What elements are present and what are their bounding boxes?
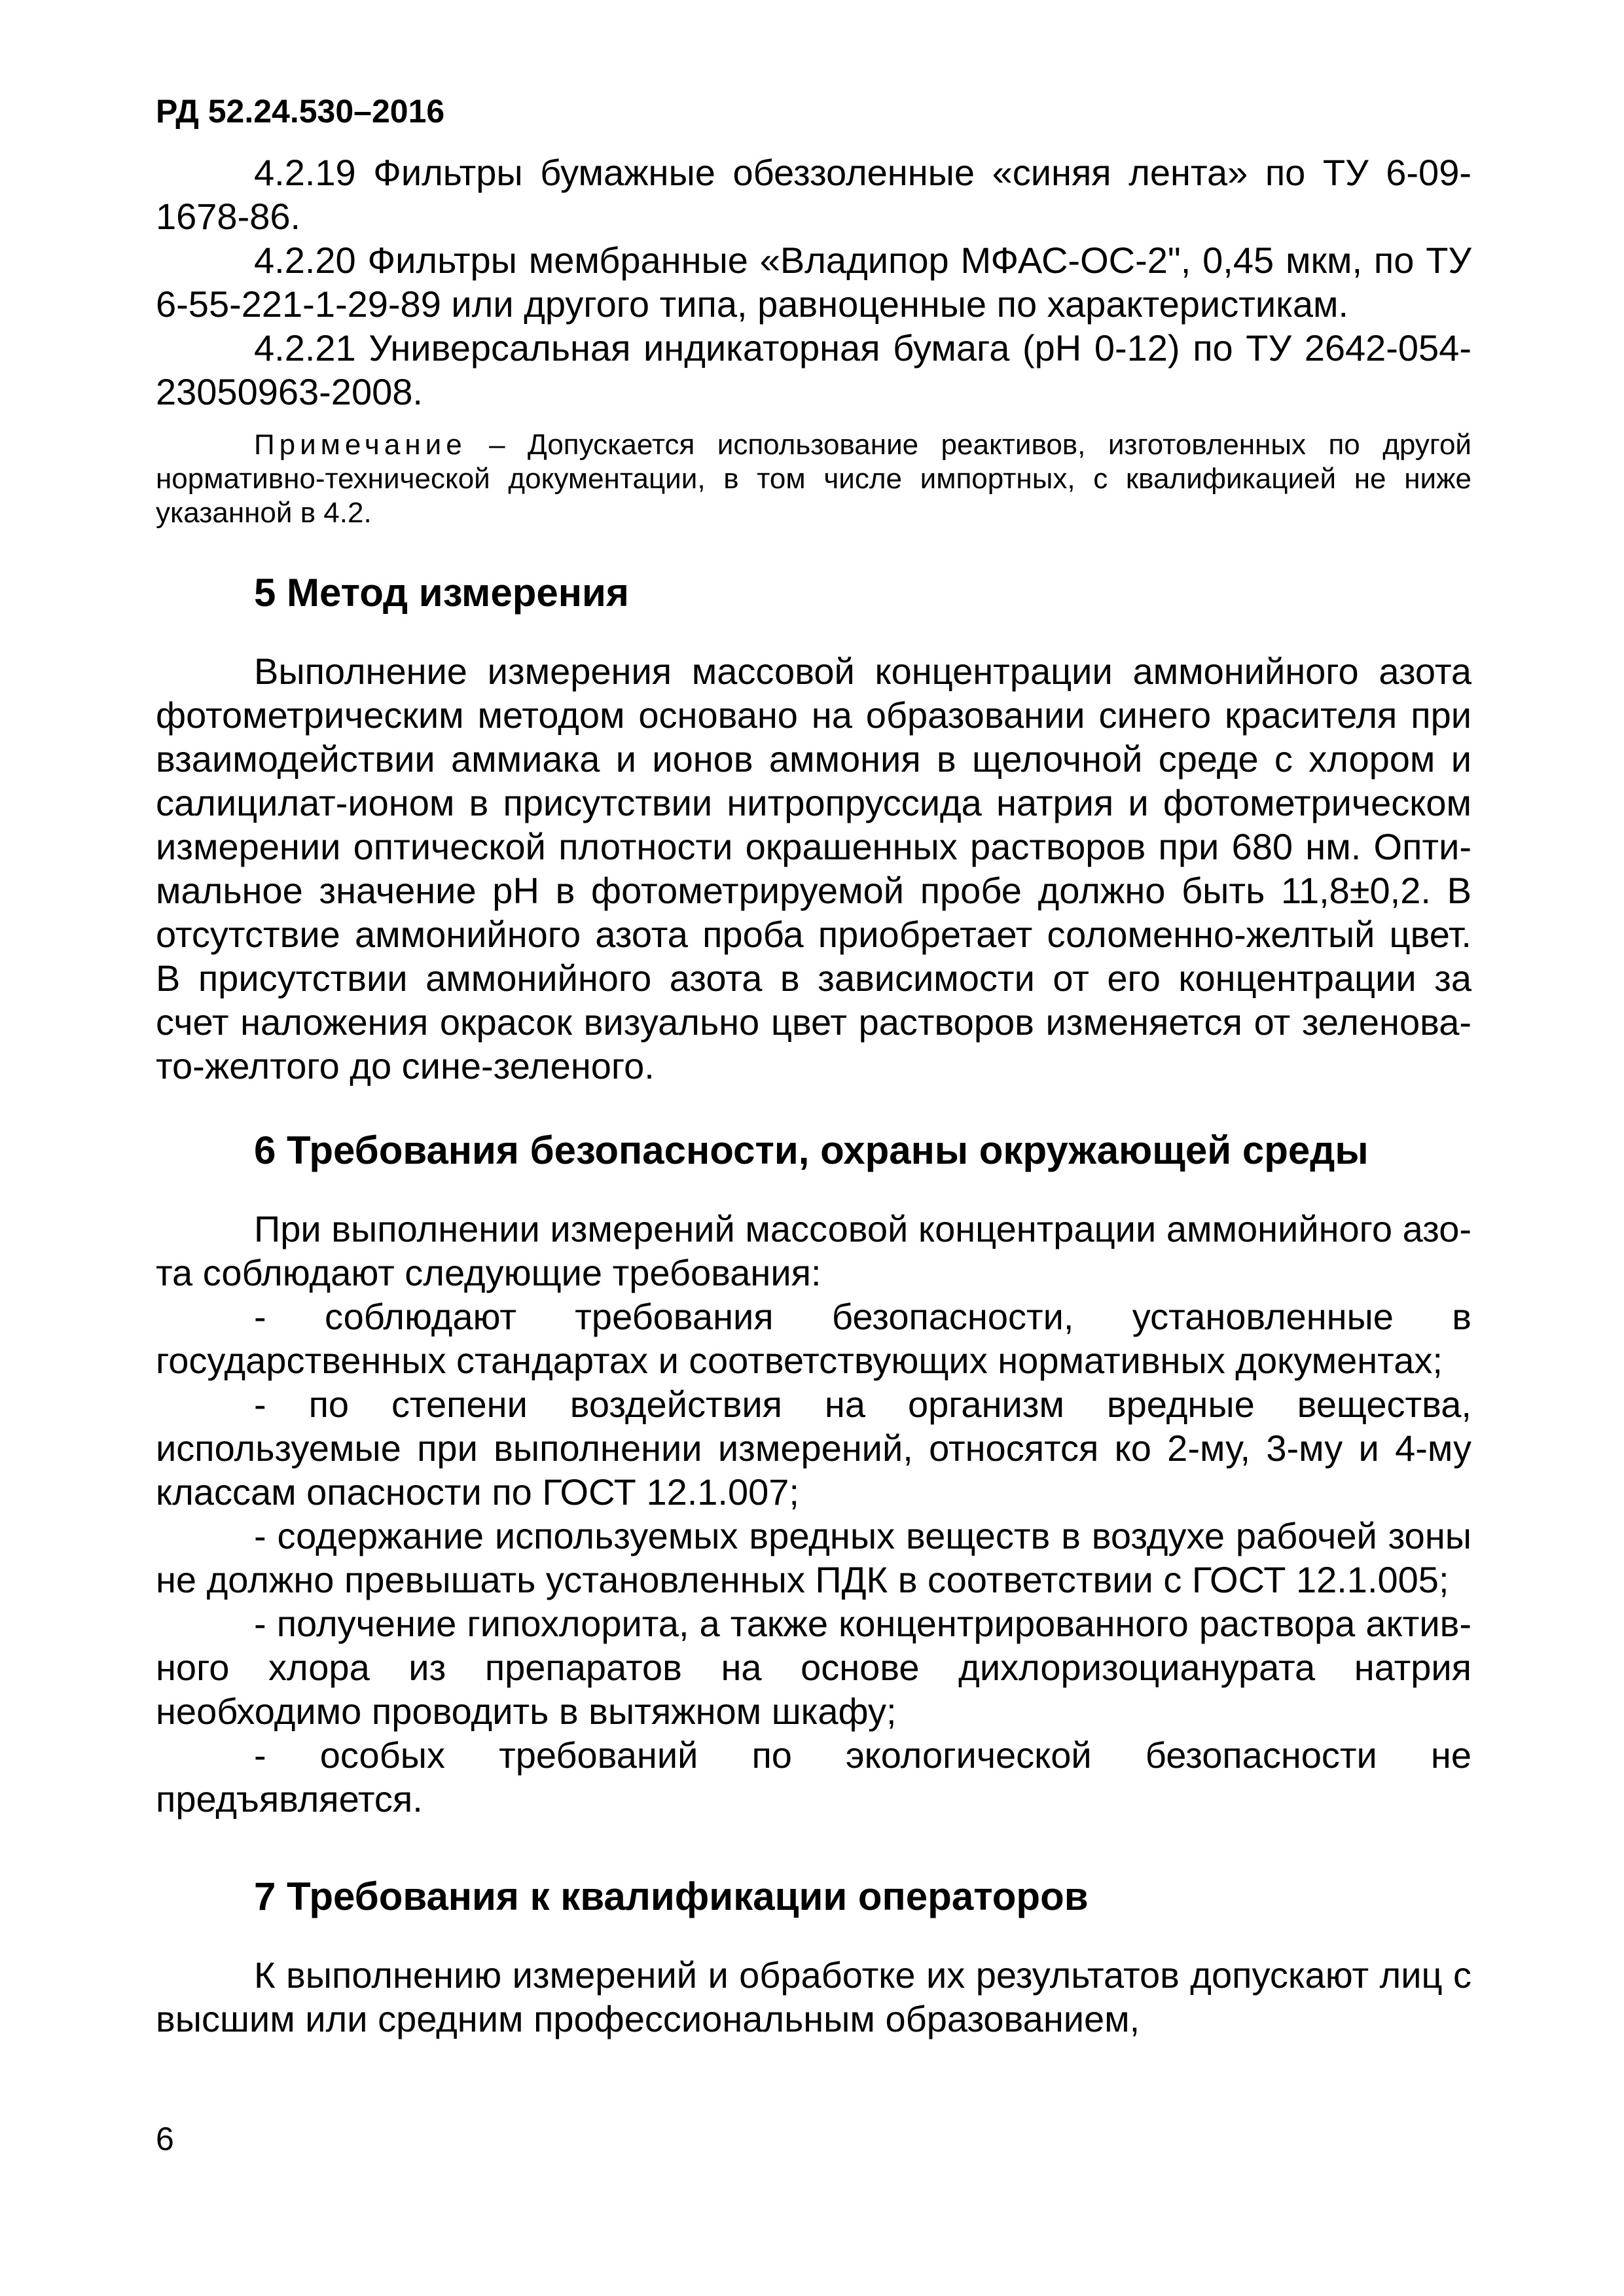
page-number: 6 [156,2121,174,2157]
note-text: – Допускается использование реактивов, изготовленных по другой нормативно-технической документации, в том числе импортных, с квалификацией не ниже указанной в 4.2. [156,429,1471,529]
section-6-title: 6 Требования безопасности, охраны окружающей среды [254,1128,1369,1172]
section-7-title: 7 Требования к квалификации операторов [254,1874,1089,1918]
section-6-item: - содержание используемых вредных веществ в воздухе рабочей зоны не должно превышать установленных ПДК в соответствии с ГОСТ 12.1.005; [156,1515,1471,1600]
section-6-item: - соблюдают требования безопасности, установленные в государственных стандартах и соответствующих нормативных документах; [156,1296,1471,1381]
section-7-paragraph: К выполнению измерений и обработке их результатов допускают лиц с высшим или средним профессиональным образованием, [156,1954,1471,2039]
section-6-item: - получение гипохлорита, а также концентрированного раствора актив-ного хлора из препаратов на основе дихлоризоцианурата натрия необходимо проводить в вытяжном шкафу; [156,1603,1471,1732]
item-4-2-20: 4.2.20 Фильтры мембранные «Владипор МФАС-ОС-2", 0,45 мкм, по ТУ 6-55-221-1-29-89 или другого типа, равноценные по характеристикам. [156,240,1471,325]
document-code-header: РД 52.24.530–2016 [156,93,445,130]
section-5-title: 5 Метод измерения [254,571,629,615]
section-6-intro: При выполнении измерений массовой концентрации аммонийного азо-та соблюдают следующие требования: [156,1208,1471,1293]
section-6-item: - особых требований по экологической безопасности не предъявляется. [156,1734,1471,1820]
document-page [156,92,1471,2041]
note-label: Примечание [254,429,467,461]
section-6-item: - по степени воздействия на организм вредные вещества, используемые при выполнении измерений, относятся ко 2-му, 3-му и 4-му классам опасности по ГОСТ 12.1.007; [156,1384,1471,1513]
note-paragraph [156,428,1471,530]
section-5-paragraph: Выполнение измерения массовой концентрации аммонийного азота фотометрическим методом основано на образовании синего красителя при взаимодействии аммиака и ионов аммония в щелочной среде с хлором и салицилат-ионом в присутствии нитропруссида натрия и фотометрическом измерении оптической плотности окрашенных растворов при 680 нм. Опти-мальное значение pH в фотометрируемой пробе должно быть 11,8±0,2. В отсутствие аммонийного азота проба приобретает соломенно-желтый цвет. В присутствии аммонийного азота в зависимости от его концентрации за счет наложения окрасок визуально цвет растворов изменяется от зеленова-то-желтого до сине-зеленого. [156,651,1471,1086]
item-4-2-21: 4.2.21 Универсальная индикаторная бумага (pH 0-12) по ТУ 2642-054-23050963-2008. [156,327,1471,412]
item-4-2-19: 4.2.19 Фильтры бумажные обеззоленные «синяя лента» по ТУ 6-09-1678-86. [156,152,1471,237]
